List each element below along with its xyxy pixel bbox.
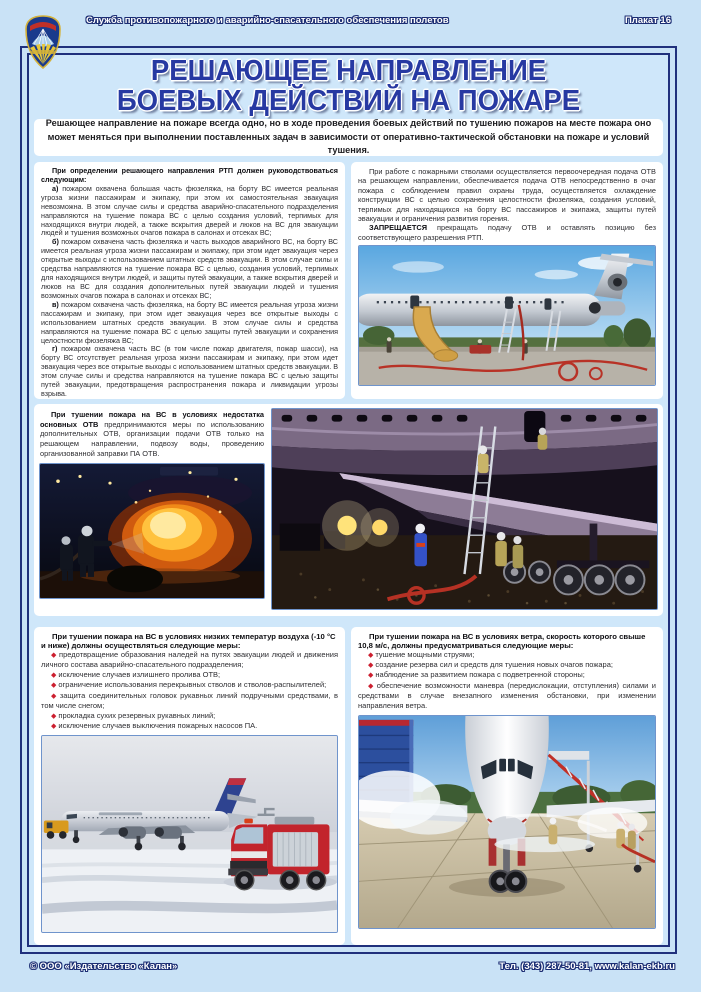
cold-lead: При тушении пожара на ВС в условиях низких температур воздуха (-10 °С и ниже) должны осуществляться следующие меры: <box>41 632 336 650</box>
diamond-bullet-icon: ◆ <box>368 682 375 690</box>
list-item: ◆ создание резерва сил и средств для тушения новых очагов пожара; <box>368 660 613 670</box>
photo-night-fire-attack-image <box>39 463 265 599</box>
service-label: Служба противопожарного и аварийно-спасательного обеспечения полетов <box>86 15 449 26</box>
diamond-bullet-icon: ◆ <box>51 692 58 700</box>
poster-number: Плакат 16 <box>624 15 671 26</box>
guidance-item-a: а) пожаром охвачена большая часть фюзеляжа, на борту ВС имеется реальная угроза жизни пассажирам и экипажу, при этом их самостоятельная эвакуация невозможна. В этом случае силы и средства аварийно-спасательного подразделения направляются на тушение пожара ВС с целью создания условий, терпимых для находящихся внутри людей, а также вскрытия дверей и люков на ВС для эвакуации людей и тушения возможных очагов пожара в салонах и отсеках ВС; <box>41 183 338 238</box>
intro-text: Решающее направление на пожаре всегда одно, но в ходе проведения боевых действий по тушению пожаров на месте пожара оно может меняться при выполнении поставленных задач в зависимости от оперативно-тактической обстановки на пожаре и условий тушения. <box>45 117 652 156</box>
list-item: ◆ исключение случаев излишнего пролива ОТВ; <box>51 670 221 680</box>
list-item: ◆ исключение случаев выключения пожарных насосов ПА. <box>51 720 258 730</box>
title-line-2: БОЕВЫХ ДЕЙСТВИЙ НА ПОЖАРЕ <box>116 85 581 118</box>
guidance-item-b: б) пожаром охвачена часть фюзеляжа и часть выходов аварийного ВС, на борту ВС имеется реальная угроза жизни пассажирам и экипажу, при этом идет эвакуация через открытые выходы с использованием штатных средств эвакуации. В этом случае силы и средства направляются на тушение пожара ВС с целью, создания условий, терпимых для находящихся внутри людей, и защиты путей эвакуации, а также вскрытия дверей и люков на ВС для создания дополнительных путей эвакуации людей и тушения возможных очагов пожара в салонах и отсеках ВС; <box>41 237 339 300</box>
publisher-credit: © ООО «Издательство «Калан» <box>30 961 178 972</box>
diamond-bullet-icon: ◆ <box>51 672 57 680</box>
guidance-item-g: г) пожаром охвачена часть ВС (в том числе пожар двигателя, пожар шасси), на борту ВС отсутствует реальная угроза жизни пассажирам и экипажу, при этом идет эвакуация через все открытые выходы с использованием штатных средств эвакуации. В этом случае силы и средства направляются на тушение пожара ВС с целью защиты путей эвакуации, предотвращения распространения пожара и ликвидации угрозы взрыва. <box>41 344 339 399</box>
list-item: ◆ обеспечение возможности маневра (передислокации, отступления) силами и средствами в случае внезапного изменения обстановки, при изменении направления ветра. <box>358 680 656 710</box>
intro-panel <box>34 119 663 156</box>
section-row-middle <box>34 404 663 616</box>
diamond-bullet-icon: ◆ <box>51 682 57 690</box>
aviation-fire-service-emblem-icon <box>22 13 64 71</box>
photo-fuselage-ladders-night-image <box>271 408 658 610</box>
diamond-bullet-icon: ◆ <box>368 662 374 670</box>
section-low-temperature <box>34 627 345 945</box>
guidance-item-v: в) пожаром охвачена часть фюзеляжа, на борту ВС имеется реальная угроза жизни пассажирам и экипажу, при этом идет эвакуация через все открытые выходы с использованием штатных средств эвакуации. В этом случае силы и средства направляются на тушение пожара ВС с целью защиты путей эвакуации и сохранения целостности фюзеляжа ВС; <box>41 299 338 345</box>
list-item: ◆ тушение мощными струями; <box>368 650 475 659</box>
diamond-bullet-icon: ◆ <box>368 672 374 680</box>
nozzles-prohibition: ЗАПРЕЩАЕТСЯ прекращать подачу ОТВ и оставлять позицию без соответствующего разрешения РТП. <box>358 223 656 242</box>
shortage-column <box>39 408 265 612</box>
wind-measures-list <box>358 650 656 711</box>
diamond-bullet-icon: ◆ <box>368 652 374 659</box>
photo-winter-airfield-image <box>41 735 338 933</box>
list-item: ◆ защита соединительных головок рукавных линий подручными средствами, в том числе снегом; <box>41 690 338 710</box>
list-item: ◆ наблюдение за развитием пожара с подветренной стороны; <box>368 670 585 680</box>
list-item: ◆ ограничение использования перекрывных стволов и стволов-распылителей; <box>51 680 327 690</box>
poster-title <box>29 56 668 116</box>
diamond-bullet-icon: ◆ <box>51 652 58 659</box>
cold-measures-list <box>41 650 338 731</box>
section-row-bottom <box>34 627 663 945</box>
diamond-bullet-icon: ◆ <box>51 712 57 720</box>
shortage-paragraph: При тушении пожара на ВС в условиях недостатка основных ОТВ предпринимаются меры по использованию дополнительных ОТВ, организации подачи ОТВ только на решающем направлении, подвозу воды, проведению организованной заправки ПА ОТВ. <box>40 410 264 458</box>
section-guidance <box>34 162 345 399</box>
poster-frame <box>20 46 677 954</box>
section-nozzles <box>351 162 663 399</box>
poster-content-area <box>27 53 670 947</box>
section-wind <box>351 627 663 945</box>
list-item: ◆ предотвращение образования наледей на путях эвакуации людей и движения личного состава аварийно-спасательного подразделения; <box>41 650 339 670</box>
photo-aircraft-nose-water-spray-image <box>358 715 656 929</box>
section-row-top <box>34 162 663 399</box>
footer <box>0 961 701 977</box>
diamond-bullet-icon: ◆ <box>51 722 57 730</box>
publisher-contact: Тел. (343) 287-50-81, www.kalan-ekb.ru <box>499 961 675 972</box>
photo-aircraft-evacuation-slide-image <box>358 245 656 386</box>
list-item: ◆ прокладка сухих резервных рукавных линий; <box>51 710 216 720</box>
wind-lead: При тушении пожара на ВС в условиях ветра, скорость которого свыше 10,8 м/с, должны предусматриваться следующие меры: <box>358 632 646 650</box>
guidance-lead: При определении решающего направления РТП должен руководствоваться следующим: <box>41 166 338 184</box>
nozzles-paragraph: При работе с пожарными стволами осуществляется первоочередная подача ОТВ на решающем направлении, обеспечивается подача ОТВ непосредственно в очаг пожара с соблюдением правил охраны труда, осуществляется охлаждение конструкции ВС с целью сохранения целостности фюзеляжа, создания условий, терпимых для находящихся на борту ВС пассажиров и экипажа, защиты путей эвакуации и ограничения развития горения. <box>358 167 656 223</box>
section-shortage <box>34 404 663 616</box>
title-line-1: РЕШАЮЩЕЕ НАПРАВЛЕНИЕ <box>150 55 547 87</box>
